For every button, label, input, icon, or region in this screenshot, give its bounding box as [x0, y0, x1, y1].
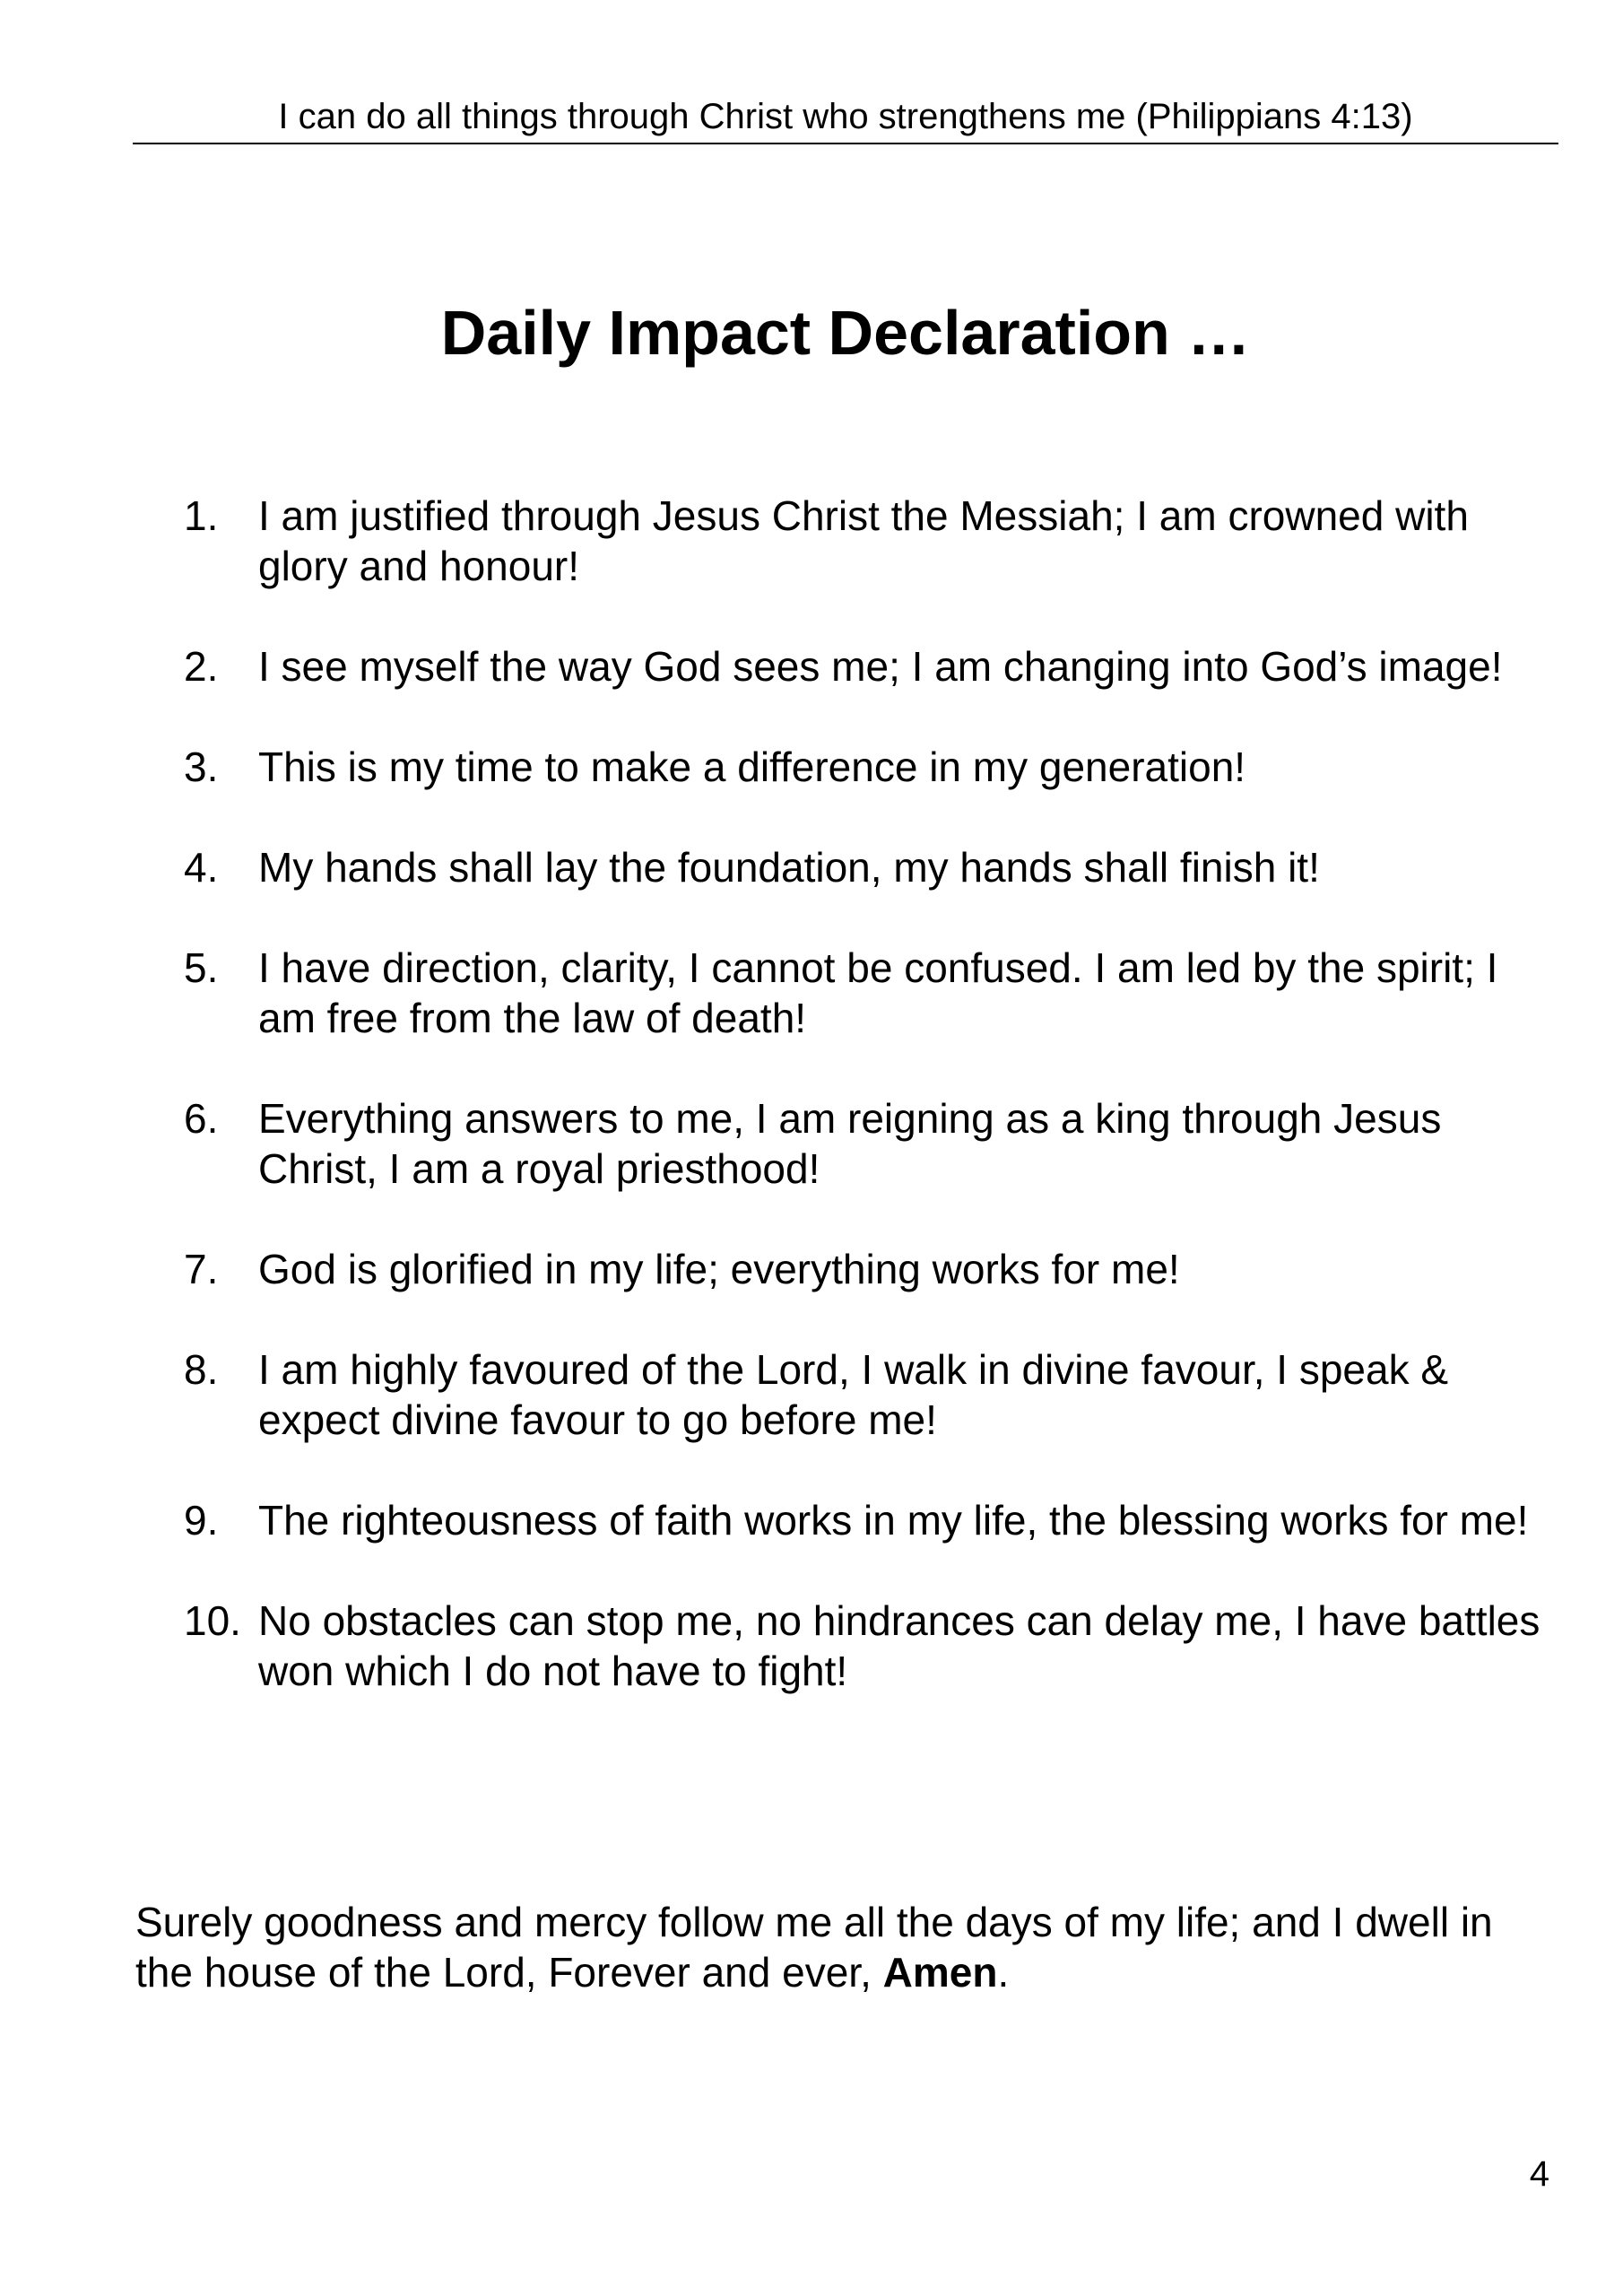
closing-period: . — [997, 1949, 1010, 1996]
item-text: I see myself the way God sees me; I am changing into God’s image! — [258, 643, 1503, 690]
declaration-item — [184, 943, 1565, 1043]
item-number: 10. — [184, 1597, 241, 1644]
item-text: I am highly favoured of the Lord, I walk in divine favour, I speak & expect divine favour to go before me! — [258, 1346, 1449, 1443]
closing-paragraph — [135, 1897, 1561, 1997]
amen-emphasis: Amen — [882, 1949, 998, 1996]
item-number: 5. — [184, 944, 219, 991]
page-title: Daily Impact Declaration … — [440, 298, 1251, 368]
item-text: My hands shall lay the foundation, my hands shall finish it! — [258, 844, 1320, 891]
declaration-item — [184, 641, 1565, 691]
closing-text: Surely goodness and mercy follow me all the days of my life; and I dwell in the house of the Lord, Forever and ever, — [135, 1899, 1493, 1996]
header-divider — [133, 143, 1558, 144]
item-number: 3. — [184, 744, 219, 790]
item-number: 7. — [184, 1246, 219, 1292]
item-text: I am justified through Jesus Christ the Messiah; I am crowned with glory and honour! — [258, 492, 1469, 589]
item-text: This is my time to make a difference in my generation! — [258, 744, 1246, 790]
page-number: 4 — [1529, 2154, 1549, 2194]
item-number: 1. — [184, 492, 219, 539]
item-number: 2. — [184, 643, 219, 690]
declaration-item — [184, 742, 1565, 792]
declaration-item — [184, 1596, 1565, 1696]
item-text: God is glorified in my life; everything works for me! — [258, 1246, 1180, 1292]
declaration-item — [184, 1244, 1565, 1294]
item-text: No obstacles can stop me, no hindrances can delay me, I have battles won which I do not have to fight! — [258, 1597, 1541, 1694]
item-text: I have direction, clarity, I cannot be confused. I am led by the spirit; I am free from the law of death! — [258, 944, 1498, 1041]
item-number: 6. — [184, 1095, 219, 1142]
declaration-item — [184, 1093, 1565, 1194]
declaration-item — [184, 1344, 1565, 1445]
declarations-list — [184, 491, 1565, 1746]
declaration-item — [184, 491, 1565, 591]
item-number: 8. — [184, 1346, 219, 1393]
item-number: 4. — [184, 844, 219, 891]
item-text: Everything answers to me, I am reigning as a king through Jesus Christ, I am a royal priesthood! — [258, 1095, 1442, 1192]
declaration-item — [184, 1495, 1565, 1545]
item-text: The righteousness of faith works in my life, the blessing works for me! — [258, 1497, 1529, 1544]
item-number: 9. — [184, 1497, 219, 1544]
running-header: I can do all things through Christ who strengthens me (Philippians 4:13) — [278, 97, 1413, 136]
declaration-item — [184, 842, 1565, 892]
